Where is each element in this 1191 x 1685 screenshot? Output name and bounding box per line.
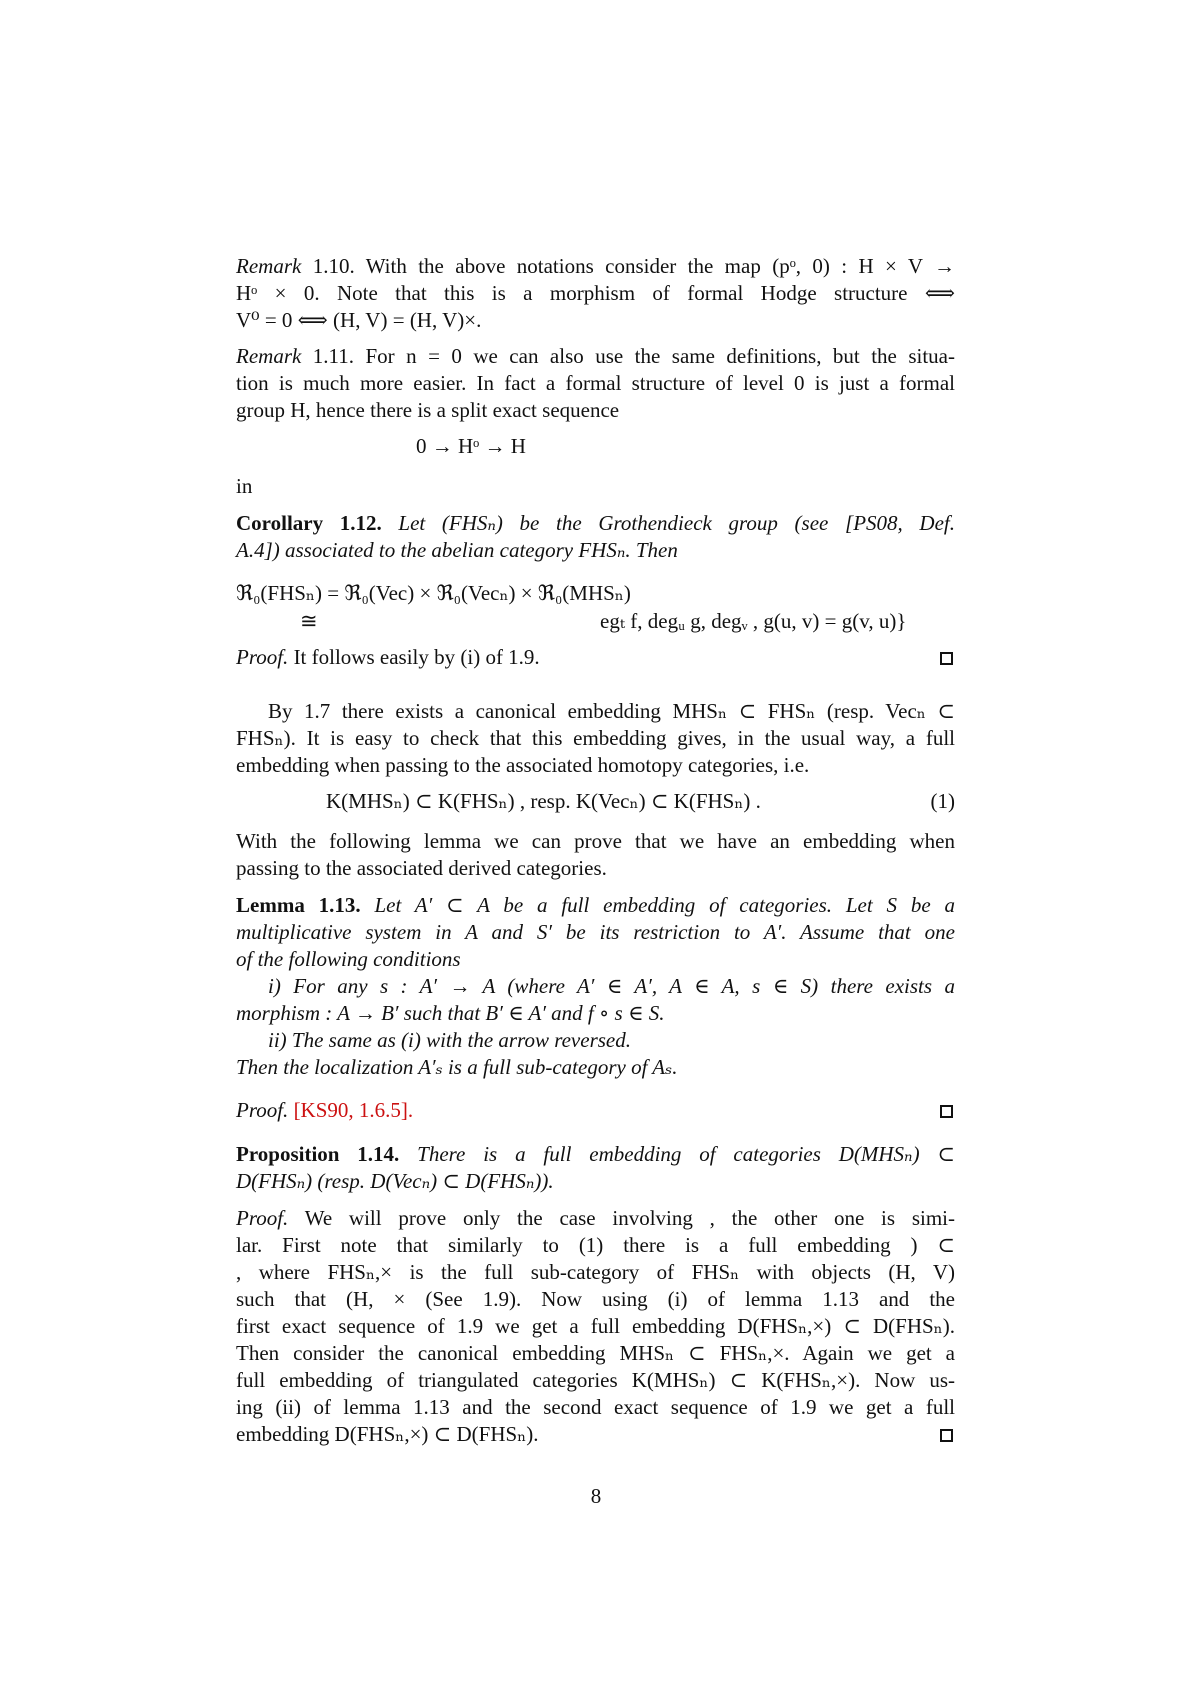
proposition-1-14-line2: D(FHSₙ) (resp. D(Vecₙ) ⊂ D(FHSₙ)). <box>236 1169 554 1193</box>
proof-1-14-line6: Then consider the canonical embedding MHSₙ ⊂ FHSₙ,×. Again we get a <box>236 1341 955 1365</box>
lemma-1-13-line1: Lemma 1.13. Let A′ ⊂ A be a full embedding of categories. Let S be a <box>236 893 956 917</box>
lemma-intro-paragraph <box>236 828 955 882</box>
grothendieck-eq-iso: ≅ <box>300 609 318 633</box>
remark-1-10-line1: Remark 1.10. With the above notations consider the map (pᵒ, 0) : H × V → <box>236 254 955 278</box>
proof-1-14-line7: full embedding of triangulated categories K(MHSₙ) ⊂ K(FHSₙ,×). Now us- <box>236 1368 955 1392</box>
embedding-line1: By 1.7 there exists a canonical embedding MHSₙ ⊂ FHSₙ (resp. Vecₙ ⊂ <box>268 699 955 723</box>
remark-1-11-line3: group H, hence there is a split exact sequence <box>236 398 620 422</box>
homotopy-embedding-equation: K(MHSₙ) ⊂ K(FHSₙ) , resp. K(Vecₙ) ⊂ K(FHSₙ) . <box>326 789 761 813</box>
remark-1-10-line2: Hᵒ × 0. Note that this is a morphism of formal Hodge structure ⟺ <box>236 281 955 305</box>
qed-box <box>940 652 953 665</box>
corollary-1-12 <box>236 510 955 564</box>
lemma-intro-line2: passing to the associated derived categories. <box>236 856 607 880</box>
proposition-1-14-line1: Proposition 1.14. There is a full embedding of categories D(MHSₙ) ⊂ <box>236 1142 955 1166</box>
lemma-1-13-line3: of the following conditions <box>236 947 461 971</box>
remark-1-11 <box>236 343 955 424</box>
lemma-1-13-line5: morphism : A → B′ such that B′ ∈ A′ and f ∘ s ∈ S. <box>236 1001 665 1025</box>
lemma-1-13 <box>236 892 955 1081</box>
lemma-1-13-line2: multiplicative system in A and S′ be its restriction to A′. Assume that one <box>236 920 955 944</box>
proof-1-12: Proof. It follows easily by (i) of 1.9. <box>236 645 540 669</box>
qed-box <box>940 1105 953 1118</box>
grothendieck-eq-line1: ℜ₀(FHSₙ) = ℜ₀(Vec) × ℜ₀(Vecₙ) × ℜ₀(MHSₙ) <box>236 581 631 605</box>
grothendieck-equation <box>236 580 955 607</box>
corollary-1-12-line1: Corollary 1.12. Let (FHSₙ) be the Grothendieck group (see [PS08, Def. <box>236 511 955 535</box>
remark-1-11-line1: Remark 1.11. For n = 0 we can also use the same definitions, but the situa- <box>236 344 955 368</box>
lemma-1-13-condition-i: i) For any s : A′ → A (where A′ ∈ A′, A ∈ A, s ∈ S) there exists a <box>268 974 955 998</box>
embedding-line2: FHSₙ). It is easy to check that this embedding gives, in the usual way, a full <box>236 726 955 750</box>
proposition-1-14 <box>236 1141 955 1195</box>
remark-1-11-in: in <box>236 474 253 498</box>
proof-1-14-line4: such that (H, × (See 1.9). Now using (i) of lemma 1.13 and the <box>236 1287 955 1311</box>
proof-1-14-line3: , where FHSₙ,× is the full sub-category of FHSₙ with objects (H, V) <box>236 1260 955 1284</box>
embedding-line3: embedding when passing to the associated homotopy categories, i.e. <box>236 753 810 777</box>
grothendieck-eq-line2: egₜ f, degᵤ g, degᵥ , g(u, v) = g(v, u)} <box>600 609 907 633</box>
proof-1-14-line5: first exact sequence of 1.9 we get a full embedding D(FHSₙ,×) ⊂ D(FHSₙ). <box>236 1314 955 1338</box>
remark-1-10 <box>236 253 955 334</box>
page-number: 8 <box>590 1484 602 1508</box>
proof-1-13: Proof. [KS90, 1.6.5]. <box>236 1098 414 1122</box>
equation-number-1: (1) <box>930 789 955 813</box>
remark-1-10-line3: V⁰ = 0 ⟺ (H, V) = (H, V)×. <box>236 308 482 332</box>
lemma-1-13-condition-ii: ii) The same as (i) with the arrow reversed. <box>268 1028 631 1052</box>
lemma-intro-line1: With the following lemma we can prove that we have an embedding when <box>236 829 955 853</box>
corollary-1-12-line2: A.4]) associated to the abelian category FHSₙ. Then <box>236 538 678 562</box>
proof-1-14-line2: lar. First note that similarly to (1) there is a full embedding ) ⊂ <box>236 1233 955 1257</box>
proof-1-14-line8: ing (ii) of lemma 1.13 and the second exact sequence of 1.9 we get a full <box>236 1395 955 1419</box>
qed-box <box>940 1429 953 1442</box>
proof-1-14-line1: Proof. We will prove only the case involving , the other one is simi- <box>236 1206 955 1230</box>
ks90-citation-link[interactable]: [KS90, 1.6.5]. <box>293 1098 414 1122</box>
lemma-1-13-conclusion: Then the localization A′ₛ is a full sub-category of Aₛ. <box>236 1055 678 1079</box>
embedding-paragraph <box>236 698 955 779</box>
split-exact-sequence: 0 → Hᵒ → H <box>416 434 526 458</box>
proof-1-14 <box>236 1205 955 1448</box>
remark-1-11-line2: tion is much more easier. In fact a formal structure of level 0 is just a formal <box>236 371 955 395</box>
proof-1-14-line9: embedding D(FHSₙ,×) ⊂ D(FHSₙ). <box>236 1422 539 1446</box>
